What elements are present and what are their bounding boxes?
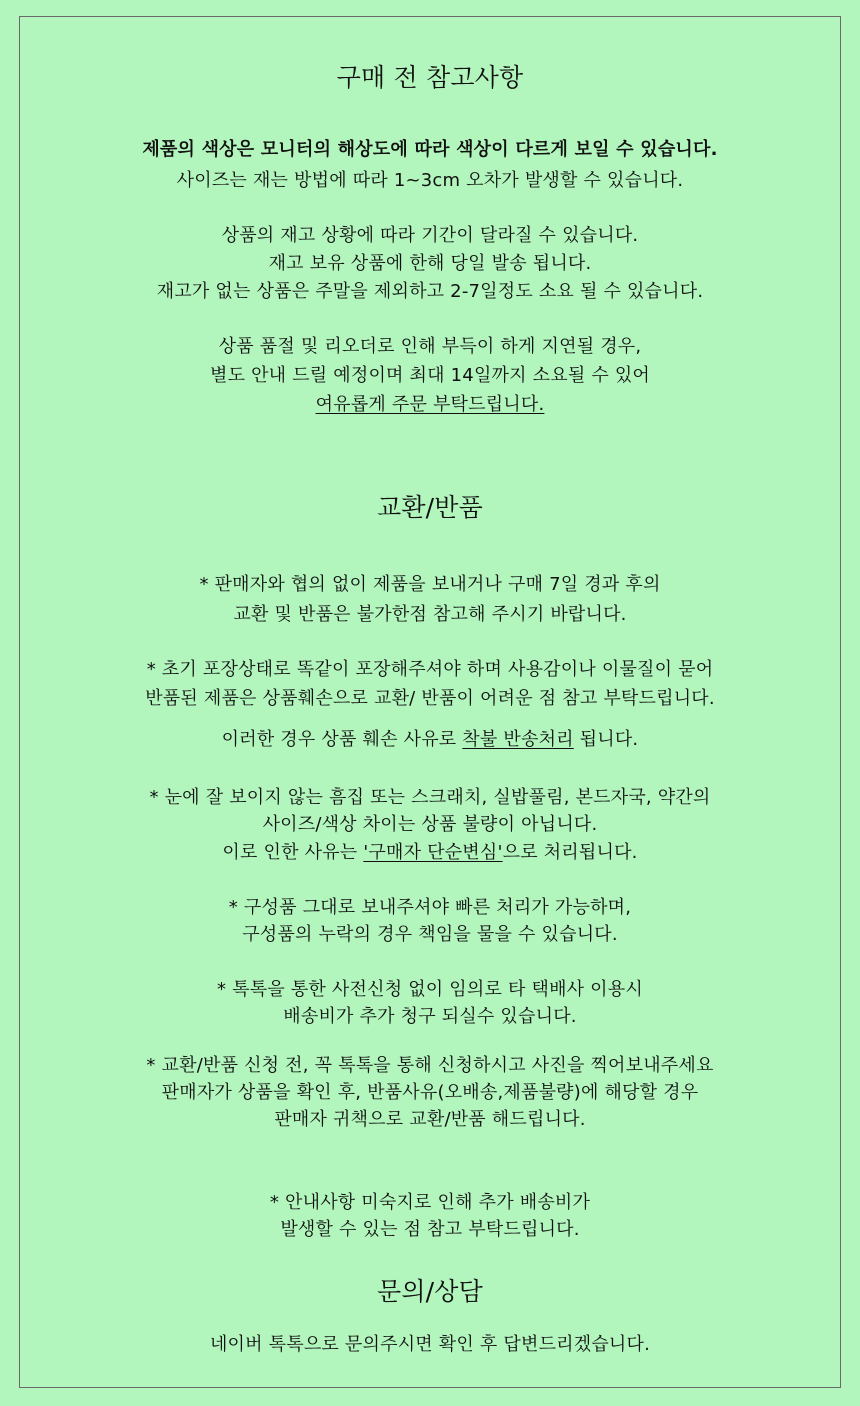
size-notice: 사이즈는 재는 방법에 따라 1~3cm 오차가 발생할 수 있습니다. bbox=[176, 170, 684, 191]
rule5-line-1: * 톡톡을 통한 사전신청 없이 임의로 타 택배사 이용시 bbox=[217, 979, 643, 1000]
stock-line-2: 재고 보유 상품에 한해 당일 발송 됩니다. bbox=[268, 253, 592, 274]
rule1-line-1: * 판매자와 협의 없이 제품을 보내거나 구매 7일 경과 후의 bbox=[199, 574, 661, 595]
rule3-line-3-end: 으로 처리됩니다. bbox=[502, 842, 638, 863]
rule2-line-1: * 초기 포장상태로 똑같이 포장해주셔야 하며 사용감이나 이물질이 묻어 bbox=[146, 659, 714, 680]
rule3-line-1: * 눈에 잘 보이지 않는 흠집 또는 스크래치, 실밥풀림, 본드자국, 약간의 bbox=[149, 787, 711, 808]
rule3-line-2: 사이즈/색상 차이는 상품 불량이 아닙니다. bbox=[262, 814, 598, 835]
exchange-title: 교환/반품 bbox=[376, 493, 484, 522]
rule2-line-2: 반품된 제품은 상품훼손으로 교환/ 반품이 어려운 점 참고 부탁드립니다. bbox=[145, 688, 715, 709]
rule6-line-1: * 교환/반품 신청 전, 꼭 톡톡을 통해 신청하시고 사진을 찍어보내주세요 bbox=[146, 1055, 714, 1076]
notice-title: 구매 전 참고사항 bbox=[336, 63, 524, 92]
rule3-line-3 bbox=[0, 841, 860, 865]
rule2-line-3 bbox=[0, 728, 860, 752]
delay-line-1: 상품 품절 및 리오더로 인해 부득이 하게 지연될 경우, bbox=[218, 336, 642, 357]
rule3-line-3-start: 이로 인한 사유는 bbox=[222, 842, 364, 863]
rule1-line-2: 교환 및 반품은 불가한점 참고해 주시기 바랍니다. bbox=[233, 604, 627, 625]
rule5-line-2: 배송비가 추가 청구 되실수 있습니다. bbox=[283, 1006, 577, 1027]
cod-return-text: 착불 반송처리 bbox=[462, 729, 574, 750]
stock-line-1: 상품의 재고 상황에 따라 기간이 달라질 수 있습니다. bbox=[221, 225, 639, 246]
delay-line-2: 별도 안내 드릴 예정이며 최대 14일까지 소요될 수 있어 bbox=[209, 365, 651, 386]
rule2-line-3-start: 이러한 경우 상품 훼손 사유로 bbox=[221, 729, 463, 750]
rule6-line-2: 판매자가 상품을 확인 후, 반품사유(오배송,제품불량)에 해당할 경우 bbox=[161, 1082, 699, 1103]
simple-change-of-mind-text: '구매자 단순변심' bbox=[363, 842, 503, 863]
rule4-line-1: * 구성품 그대로 보내주셔야 빠른 처리가 가능하며, bbox=[228, 897, 632, 918]
rule2-line-3-end: 됩니다. bbox=[573, 729, 639, 750]
rule7-line-2: 발생할 수 있는 점 참고 부탁드립니다. bbox=[280, 1219, 580, 1240]
stock-line-3: 재고가 없는 상품은 주말을 제외하고 2-7일정도 소요 될 수 있습니다. bbox=[156, 281, 704, 302]
color-notice: 제품의 색상은 모니터의 해상도에 따라 색상이 다르게 보일 수 있습니다. bbox=[142, 139, 718, 160]
rule4-line-2: 구성품의 누락의 경우 책임을 물을 수 있습니다. bbox=[242, 924, 618, 945]
inquiry-text: 네이버 톡톡으로 문의주시면 확인 후 답변드리겠습니다. bbox=[209, 1334, 651, 1355]
rule7-line-1: * 안내사항 미숙지로 인해 추가 배송비가 bbox=[269, 1192, 591, 1213]
rule6-line-3: 판매자 귀책으로 교환/반품 해드립니다. bbox=[274, 1109, 586, 1130]
delay-line-3: 여유롭게 주문 부탁드립니다. bbox=[315, 394, 545, 415]
inquiry-title: 문의/상담 bbox=[376, 1277, 484, 1306]
